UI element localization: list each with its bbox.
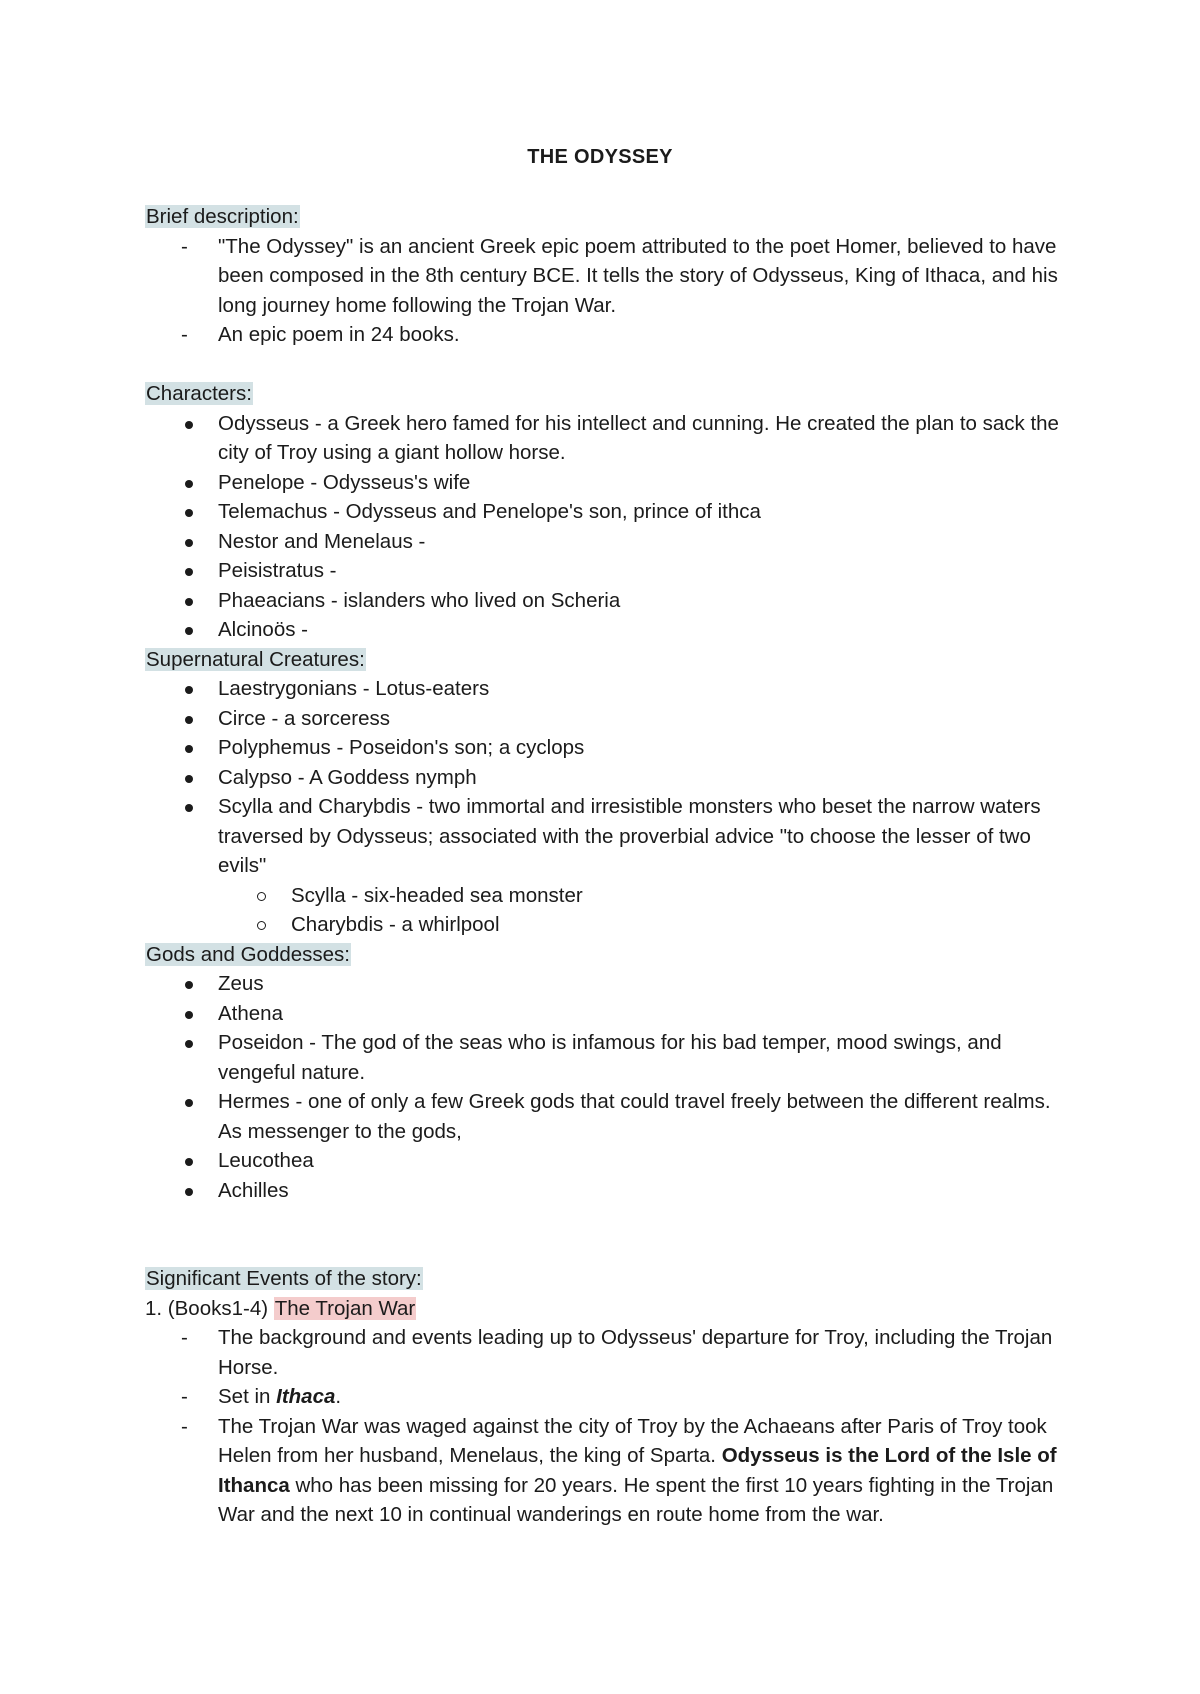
sub-list-item [145, 881, 1065, 911]
list-item [145, 320, 1065, 350]
hollow-bullet-icon [257, 921, 266, 930]
brief-heading-text: Brief description: [146, 205, 299, 228]
bullet-icon [185, 421, 193, 429]
bullet-icon [185, 775, 193, 783]
blank-lines [145, 1205, 1065, 1264]
character-item-text: Telemachus - Odysseus and Penelope's son, prince of ithca [218, 500, 761, 523]
characters-section-heading [145, 379, 1065, 409]
list-item [145, 232, 1065, 321]
list-item [145, 1323, 1065, 1382]
creature-subitem-text: Scylla - six-headed sea monster [291, 883, 583, 907]
creature-item-text: Laestrygonians - Lotus-eaters [218, 677, 490, 700]
hollow-bullet-icon [257, 892, 266, 901]
bullet-icon [185, 1099, 193, 1107]
event-item-text-pre: The Trojan War was waged against the city of Troy by the Achaeans after Paris of Troy took Helen from her husband, Menelaus, the king of Sparta. [218, 1414, 1047, 1467]
list-item [145, 674, 1065, 704]
events-heading-text: Significant Events of the story: [146, 1267, 422, 1290]
bullet-icon [185, 627, 193, 635]
creature-item-text: Calypso - A Goddess nymph [218, 765, 477, 789]
list-item [145, 733, 1065, 763]
event-item-text-post: . [335, 1385, 342, 1408]
event-1-heading [145, 1294, 1065, 1324]
god-item-text: Zeus [218, 972, 264, 995]
list-item [145, 497, 1065, 527]
god-item-text: Achilles [218, 1178, 289, 1202]
creature-subitem-text: Charybdis - a whirlpool [291, 913, 500, 936]
character-item-text: Penelope - Odysseus's wife [218, 470, 471, 494]
creature-item-text: Polyphemus - Poseidon's son; a cyclops [218, 736, 585, 759]
brief-item-text: An epic poem in 24 books. [218, 323, 460, 346]
bullet-icon [185, 598, 193, 606]
bullet-icon [185, 1040, 193, 1048]
god-item-text: Leucothea [218, 1149, 314, 1172]
character-item-text: Odysseus - a Greek hero famed for his intellect and cunning. He created the plan to sack the city of Troy using a giant hollow horse. [218, 411, 1059, 464]
list-item [145, 1028, 1065, 1087]
blank-line [145, 350, 1065, 380]
list-item [145, 409, 1065, 468]
event-item-text-pre: Set in [218, 1385, 277, 1408]
list-item [145, 586, 1065, 616]
dash-marker: - [181, 234, 188, 258]
character-item-text: Peisistratus - [218, 559, 337, 582]
dash-marker: - [181, 1385, 188, 1408]
event-item-place: Ithaca [276, 1385, 336, 1408]
event-item-text: The background and events leading up to Odysseus' departure for Troy, including the Trojan Horse. [218, 1326, 1053, 1379]
character-item-text: Nestor and Menelaus - [218, 529, 426, 553]
dash-marker: - [181, 1326, 188, 1349]
creature-item-text: Scylla and Charybdis - two immortal and irresistible monsters who beset the narrow waters traversed by Odysseus; associated with the proverbial advice "to choose the lesser of two evils" [218, 795, 1041, 877]
brief-section-heading [145, 202, 1065, 232]
bullet-icon [185, 716, 193, 724]
sub-list-item [145, 910, 1065, 940]
list-item [145, 704, 1065, 734]
dash-marker: - [181, 1414, 188, 1438]
god-item-text: Hermes - one of only a few Greek gods that could travel freely between the different realms. As messenger to the gods, [218, 1090, 1051, 1143]
bullet-icon [185, 1158, 193, 1166]
document-title: THE ODYSSEY [527, 146, 673, 168]
event-item-bold: Odysseus is the Lord of the Isle of Ithanca [218, 1444, 1057, 1497]
list-item [145, 556, 1065, 586]
list-item [145, 615, 1065, 645]
god-item-text: Athena [218, 1001, 283, 1025]
list-item [145, 999, 1065, 1029]
event-1-prefix: 1. (Books1-4) [145, 1296, 274, 1320]
bullet-icon [185, 509, 193, 517]
list-item [145, 1146, 1065, 1176]
list-item [145, 468, 1065, 498]
list-item [145, 763, 1065, 793]
document-body [145, 202, 1065, 1530]
events-section-heading [145, 1264, 1065, 1294]
character-item-text: Alcinoös - [218, 618, 309, 641]
list-item [145, 969, 1065, 999]
event-item-text-post: who has been missing for 20 years. He spent the first 10 years fighting in the Trojan War and the next 10 in continual wanderings en route home from the war. [218, 1473, 1054, 1526]
bullet-icon [185, 1188, 193, 1196]
bullet-icon [185, 539, 193, 547]
list-item [145, 1382, 1065, 1412]
bullet-icon [185, 480, 193, 488]
character-item-text: Phaeacians - islanders who lived on Scheria [218, 588, 621, 612]
bullet-icon [185, 745, 193, 753]
bullet-icon [185, 1011, 193, 1019]
gods-heading-text: Gods and Goddesses: [146, 942, 350, 966]
characters-heading-text: Characters: [146, 382, 252, 405]
supernatural-heading-text: Supernatural Creatures: [146, 647, 365, 671]
event-1-name: The Trojan War [274, 1296, 416, 1320]
brief-item-text: "The Odyssey" is an ancient Greek epic poem attributed to the poet Homer, believed to have been composed in the 8th century BCE. It tells the story of Odysseus, King of Ithaca, and his long journey home following the Trojan War. [218, 234, 1058, 317]
god-item-text: Poseidon - The god of the seas who is infamous for his bad temper, mood swings, and vengeful nature. [218, 1031, 1002, 1084]
bullet-icon [185, 804, 193, 812]
list-item [145, 1412, 1065, 1530]
list-item [145, 792, 1065, 881]
supernatural-section-heading [145, 645, 1065, 675]
list-item [145, 1087, 1065, 1146]
gods-section-heading [145, 940, 1065, 970]
bullet-icon [185, 686, 193, 694]
creature-item-text: Circe - a sorceress [218, 706, 391, 730]
list-item [145, 1176, 1065, 1206]
dash-marker: - [181, 323, 188, 346]
bullet-icon [185, 981, 193, 989]
bullet-icon [185, 568, 193, 576]
list-item [145, 527, 1065, 557]
